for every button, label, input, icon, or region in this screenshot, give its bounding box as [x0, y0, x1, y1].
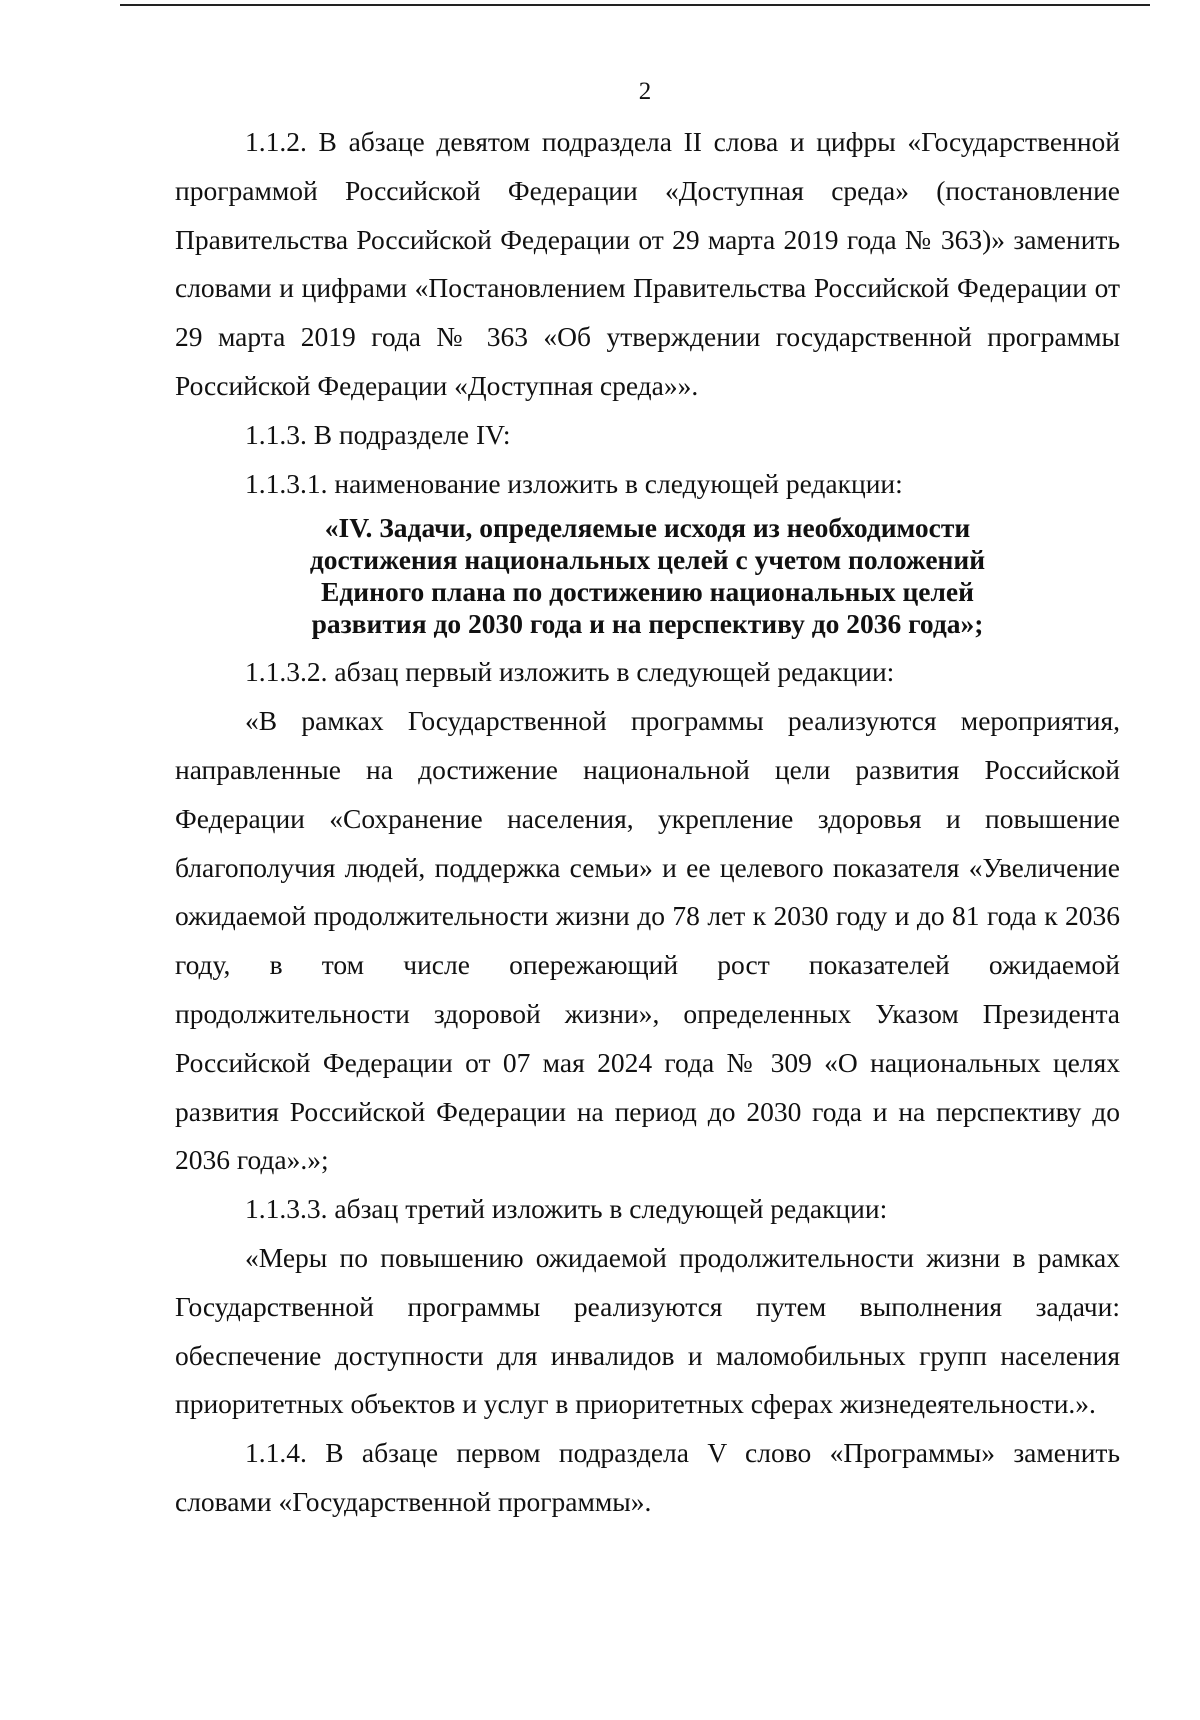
quoted-paragraph-national-goals: «В рамках Государственной программы реализуются мероприятия, направленные на достижение национальной цели развития Российской Федерации «Сохранение населения, укрепление здоровья и повышение благополучия людей, поддержка семьи» и ее целевого показателя «Увеличение ожидаемой продолжительности жизни до 78 лет к 2030 году и до 81 года к 2036 году, в том числе опережающий рост показателей ожидаемой продолжительности здоровой жизни», определенных Указом Президента Российской Федерации от 07 мая 2024 года № 309 «О национальных целях развития Российской Федерации на период до 2030 года и на перспективу до 2036 года».»; [175, 705, 1120, 1176]
heading-line: «IV. Задачи, определяемые исходя из необходимости [324, 512, 971, 544]
paragraph-1-1-3-1: 1.1.3.1. наименование изложить в следующей редакции: [245, 467, 903, 499]
paragraph-1-1-3-3: 1.1.3.3. абзац третий изложить в следующей редакции: [245, 1193, 888, 1225]
heading-line: развития до 2030 года и на перспективу до 2036 года»; [311, 608, 984, 640]
paragraph-1-1-3-2: 1.1.3.2. абзац первый изложить в следующей редакции: [245, 656, 895, 688]
page-number: 2 [638, 78, 652, 105]
paragraph-1-1-2: 1.1.2. В абзаце девятом подраздела II слова и цифры «Государственной программой Российской Федерации «Доступная среда» (постановление Правительства Российской Федерации от 29 марта 2019 года № 363)» заменить словами и цифрами «Постановлением Правительства Российской Федерации от 29 марта 2019 года № 363 «Об утверждении государственной программы Российской Федерации «Доступная среда»». [175, 126, 1120, 401]
paragraph-1-1-4: 1.1.4. В абзаце первом подраздела V слово «Программы» заменить словами «Государственной программы». [175, 1437, 1120, 1517]
heading-line: достижения национальных целей с учетом положений [309, 544, 986, 576]
quoted-paragraph-measures: «Меры по повышению ожидаемой продолжительности жизни в рамках Государственной программы реализуются путем выполнения задачи: обеспечение доступности для инвалидов и маломобильных групп населения приоритетных объектов и услуг в приоритетных сферах жизнедеятельности.». [175, 1241, 1120, 1420]
paragraph-1-1-3: 1.1.3. В подразделе IV: [245, 418, 511, 450]
heading-line: Единого плана по достижению национальных целей [321, 576, 974, 608]
section-heading [175, 512, 1120, 640]
document-body [175, 118, 1120, 1527]
top-edge-line [120, 4, 1150, 6]
